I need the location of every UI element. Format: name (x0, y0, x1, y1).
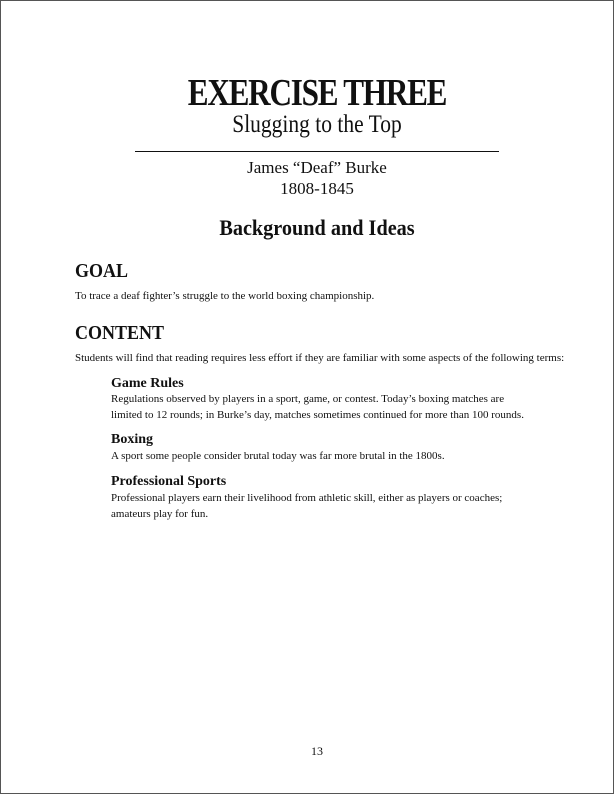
goal-heading: GOAL (75, 260, 129, 282)
term-text-line: limited to 12 rounds; in Burke’s day, matches sometimes continued for more than 100 rounds. (111, 409, 524, 421)
term-text-line: amateurs play for fun. (111, 508, 209, 520)
term-heading-boxing: Boxing (111, 432, 154, 447)
exercise-title: EXERCISE THREE (187, 72, 447, 114)
term-heading-professional-sports: Professional Sports (111, 474, 227, 489)
page-number: 13 (311, 744, 323, 758)
term-heading-game-rules: Game Rules (111, 376, 184, 391)
term-text-line: A sport some people consider brutal today was far more brutal in the 1800s. (111, 450, 445, 462)
section-heading: Background and Ideas (219, 215, 415, 240)
term-text-line: Professional players earn their livelihood from athletic skill, either as players or coaches; (111, 492, 503, 504)
subject-dates: 1808-1845 (280, 179, 354, 198)
term-text-line: Regulations observed by players in a sport, game, or contest. Today’s boxing matches are (111, 393, 505, 405)
goal-text: To trace a deaf fighter’s struggle to the world boxing championship. (75, 290, 375, 302)
content-intro: Students will find that reading requires less effort if they are familiar with some aspects of the following terms: (75, 352, 565, 364)
content-heading: CONTENT (75, 322, 165, 344)
title-divider (135, 151, 499, 152)
subject-name: James “Deaf” Burke (247, 158, 387, 177)
exercise-subtitle: Slugging to the Top (232, 111, 402, 138)
